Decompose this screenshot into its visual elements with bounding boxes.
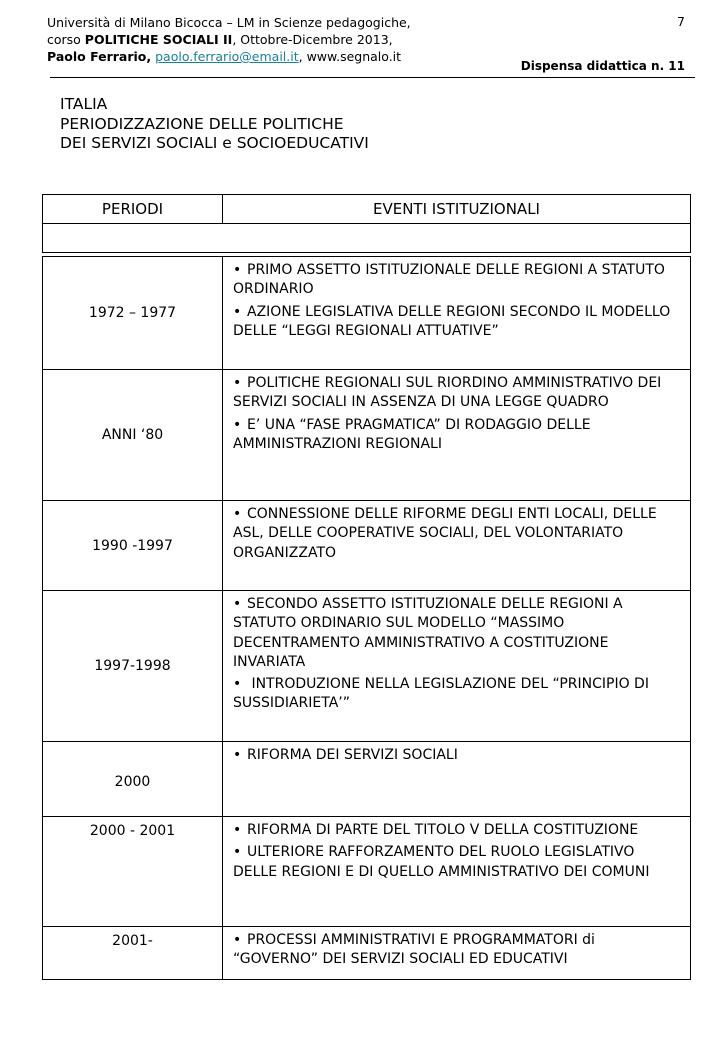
- event-text: CONNESSIONE DELLE RIFORME DEGLI ENTI LOCALI, DELLE ASL, DELLE COOPERATIVE SOCIALI, DEL VOLONTARIATO ORGANIZZATO: [233, 506, 657, 561]
- table-row: [43, 257, 691, 370]
- period-cell: 1972 – 1977: [43, 257, 223, 370]
- table-header-row: [43, 195, 691, 224]
- table-row: [43, 742, 691, 817]
- event-item: [233, 931, 682, 970]
- table-row: [43, 501, 691, 591]
- header-line-1: Università di Milano Bicocca – LM in Scienze pedagogiche,: [47, 15, 411, 30]
- table-row: [43, 370, 691, 501]
- website-text: , www.segnalo.it: [298, 49, 402, 64]
- event-text: PROCESSI AMMINISTRATIVI E PROGRAMMATORI di “GOVERNO” DEI SERVIZI SOCIALI ED EDUCATIVI: [233, 932, 595, 968]
- bullet-icon: •: [233, 822, 242, 838]
- title-line-2: PERIODIZZAZIONE DELLE POLITICHE: [60, 114, 344, 133]
- event-text: SECONDO ASSETTO ISTITUZIONALE DELLE REGIONI A STATUTO ORDINARIO SUL MODELLO “MASSIMO DECENTRAMENTO AMMINISTRATIVO A COSTITUZIONE INVARIATA: [233, 596, 623, 670]
- page-number: 7: [677, 14, 685, 29]
- event-item: [233, 261, 682, 300]
- author-name: Paolo Ferrario,: [47, 49, 152, 64]
- bullet-icon: •: [233, 844, 242, 861]
- event-item: [233, 374, 682, 413]
- period-cell: ANNI ‘80: [43, 370, 223, 501]
- bullet-icon: •: [233, 676, 242, 693]
- event-text: AZIONE LEGISLATIVA DELLE REGIONI SECONDO IL MODELLO DELLE “LEGGI REGIONALI ATTUATIVE”: [233, 303, 671, 339]
- event-item: [233, 821, 682, 840]
- email-link[interactable]: paolo.ferrario@email.it: [155, 49, 299, 64]
- course-name: POLITICHE SOCIALI II: [84, 32, 233, 47]
- event-item: [233, 416, 682, 455]
- table-body: [43, 224, 691, 980]
- event-item: [233, 675, 682, 714]
- document-title: [60, 95, 369, 154]
- event-text: PRIMO ASSETTO ISTITUZIONALE DELLE REGIONI A STATUTO ORDINARIO: [233, 262, 665, 298]
- table-row: [43, 591, 691, 742]
- events-cell: [223, 257, 691, 370]
- bullet-icon: •: [233, 416, 242, 433]
- page-header: [47, 14, 695, 73]
- events-cell: [223, 370, 691, 501]
- events-cell: [223, 591, 691, 742]
- bullet-icon: •: [233, 596, 242, 612]
- bullet-icon: •: [233, 747, 242, 763]
- period-cell: 2000: [43, 742, 223, 817]
- bullet-icon: •: [233, 506, 242, 522]
- event-text: ULTERIORE RAFFORZAMENTO DEL RUOLO LEGISLATIVO DELLE REGIONI E DI QUELLO AMMINISTRATIVO DEI COMUNI: [233, 844, 650, 880]
- event-text: RIFORMA DI PARTE DEL TITOLO V DELLA COSTITUZIONE: [247, 822, 639, 838]
- header-eventi: EVENTI ISTITUZIONALI: [223, 195, 691, 224]
- header-line-2: corso POLITICHE SOCIALI II, Ottobre-Dicembre 2013,: [47, 32, 393, 47]
- event-item: [233, 303, 682, 342]
- events-cell: [223, 927, 691, 980]
- bullet-icon: •: [233, 303, 242, 320]
- period-cell: 2000 - 2001: [43, 817, 223, 927]
- table-row: [43, 817, 691, 927]
- dispensa-label: Dispensa didattica n. 11: [520, 59, 685, 73]
- events-cell: [223, 817, 691, 927]
- event-text: E’ UNA “FASE PRAGMATICA” DI RODAGGIO DELLE AMMINISTRAZIONI REGIONALI: [233, 416, 591, 452]
- table-row: [43, 927, 691, 980]
- event-item: [233, 746, 682, 765]
- bullet-icon: •: [233, 375, 242, 391]
- event-item: [233, 595, 682, 672]
- title-line-3: DEI SERVIZI SOCIALI e SOCIOEDUCATIVI: [60, 134, 369, 152]
- events-cell: [223, 742, 691, 817]
- event-text: POLITICHE REGIONALI SUL RIORDINO AMMINISTRATIVO DEI SERVIZI SOCIALI IN ASSENZA DI UNA LEGGE QUADRO: [233, 375, 662, 411]
- period-cell: 1990 -1997: [43, 501, 223, 591]
- title-line-1: ITALIA: [60, 95, 108, 113]
- header-periodi: PERIODI: [43, 195, 223, 224]
- periods-table: [42, 194, 691, 980]
- empty-row: [43, 224, 691, 253]
- event-text: RIFORMA DEI SERVIZI SOCIALI: [247, 747, 458, 763]
- bullet-icon: •: [233, 932, 242, 948]
- event-text: INTRODUZIONE NELLA LEGISLAZIONE DEL “PRINCIPIO DI SUSSIDIARIETA’”: [233, 676, 649, 712]
- event-item: [233, 843, 682, 882]
- period-cell: 2001-: [43, 927, 223, 980]
- events-cell: [223, 501, 691, 591]
- event-item: [233, 505, 682, 563]
- period-cell: 1997-1998: [43, 591, 223, 742]
- header-rule: [50, 77, 695, 78]
- bullet-icon: •: [233, 262, 242, 278]
